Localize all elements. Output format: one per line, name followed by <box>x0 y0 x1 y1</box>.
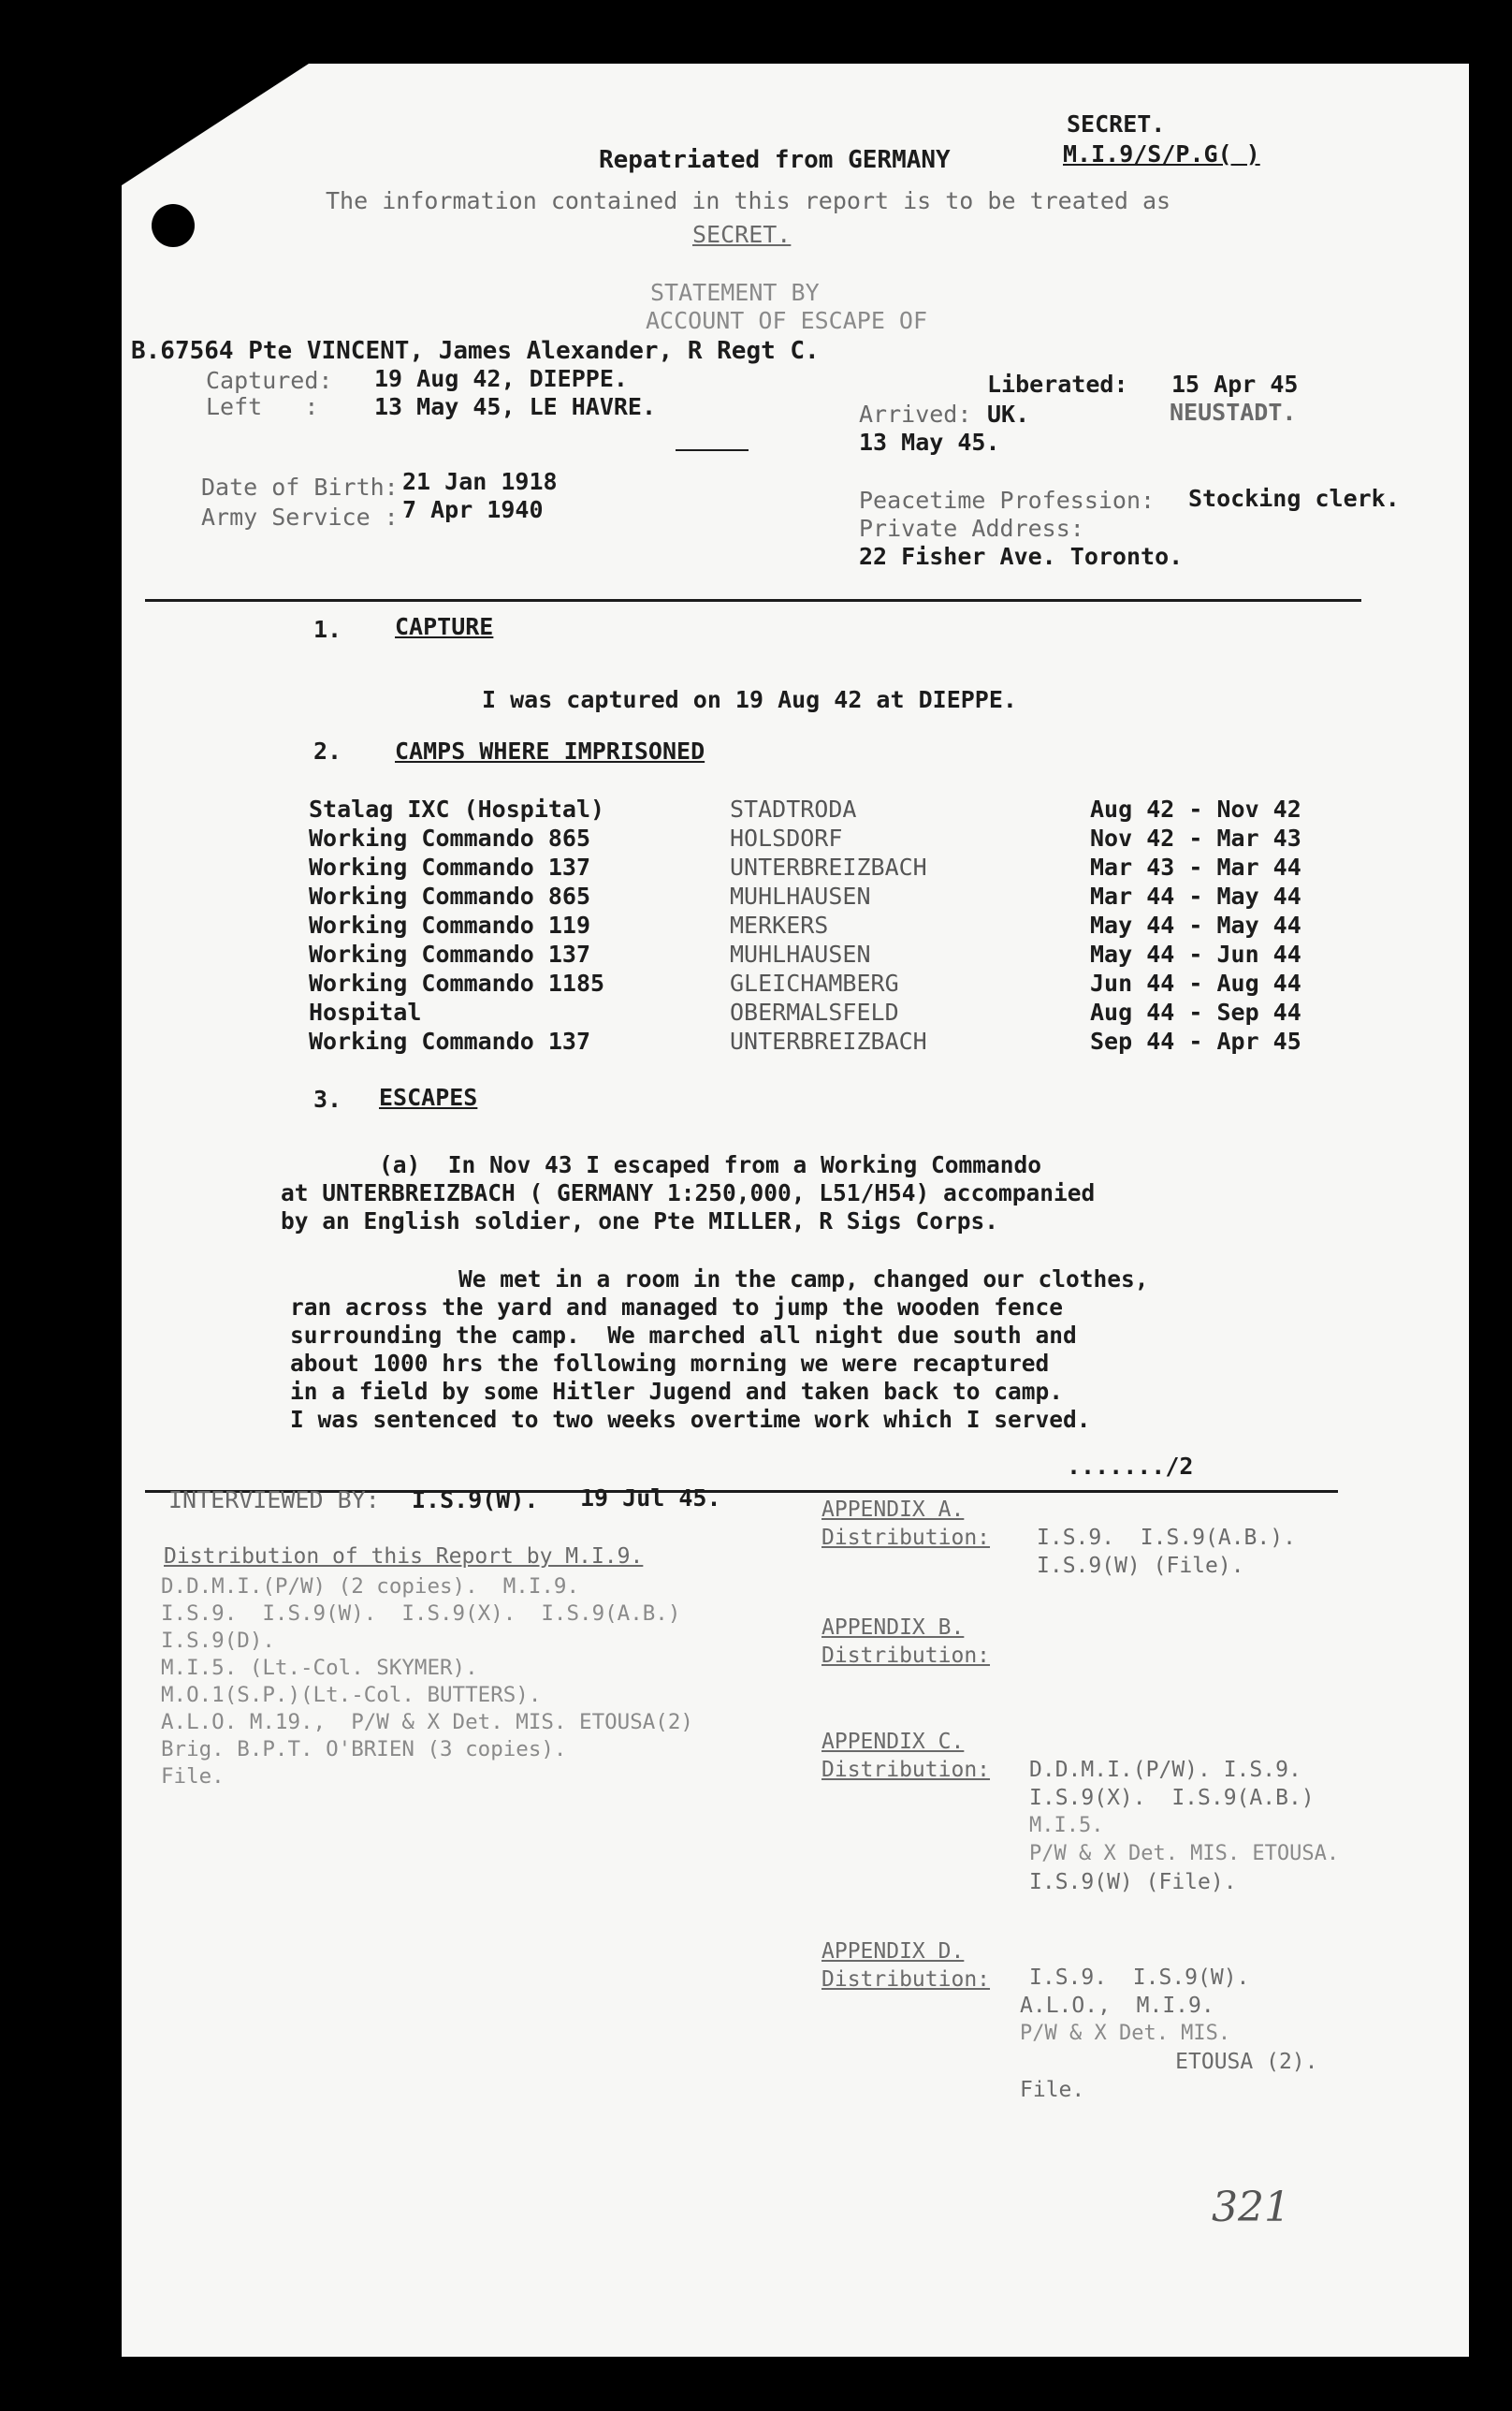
escape-paragraph-a: at UNTERBREIZBACH ( GERMANY 1:250,000, L51/H54) accompanied <box>281 1179 1096 1206</box>
continued-marker: ......./2 <box>1067 1453 1194 1480</box>
appendix-a-line: I.S.9(W) (File). <box>1037 1554 1244 1578</box>
appendix-d-line: A.L.O., M.I.9. <box>1020 1994 1214 2018</box>
distribution-line: I.S.9. I.S.9(W). I.S.9(X). I.S.9(A.B.) <box>161 1601 681 1626</box>
camp-place: MUHLHAUSEN <box>730 941 871 968</box>
camp-row <box>309 825 1385 854</box>
appendix-c-line: I.S.9(X). I.S.9(A.B.) <box>1029 1786 1315 1810</box>
camp-place: MERKERS <box>730 912 829 939</box>
escape-paragraph-a: (a) In Nov 43 I escaped from a Working Commando <box>379 1151 1042 1178</box>
account-of-escape-label: ACCOUNT OF ESCAPE OF <box>646 307 928 334</box>
camp-name: Working Commando 137 <box>309 854 591 881</box>
appendix-b-title: APPENDIX B. <box>821 1615 965 1640</box>
army-service-label: Army Service : <box>201 504 399 531</box>
camp-dates: Mar 43 - Mar 44 <box>1090 854 1301 881</box>
camp-row <box>309 999 1385 1028</box>
camp-name: Working Commando 137 <box>309 941 591 968</box>
captured-value: 19 Aug 42, DIEPPE. <box>374 365 628 392</box>
profession-value: Stocking clerk. <box>1188 485 1400 512</box>
reference-code: M.I.9/S/P.G( ) <box>1063 140 1260 168</box>
distribution-line: M.I.5. (Lt.-Col. SKYMER). <box>161 1656 478 1680</box>
camp-name: Stalag IXC (Hospital) <box>309 796 605 823</box>
secret-label: SECRET. <box>1067 110 1166 138</box>
distribution-line: I.S.9(D). <box>161 1629 275 1653</box>
document-title: Repatriated from GERMANY <box>599 146 951 174</box>
camp-name: Working Commando 119 <box>309 912 591 939</box>
escape-paragraph-b: surrounding the camp. We marched all night due south and <box>290 1322 1077 1349</box>
dob-label: Date of Birth: <box>201 474 399 501</box>
appendix-d-line: I.S.9. I.S.9(W). <box>1029 1965 1250 1990</box>
secrecy-notice: The information contained in this report is to be treated as <box>326 187 1171 214</box>
distribution-line: A.L.O. M.19., P/W & X Det. MIS. ETOUSA(2) <box>161 1710 693 1734</box>
camp-name: Hospital <box>309 999 422 1026</box>
camp-name: Working Commando 865 <box>309 825 591 852</box>
appendix-d-title: APPENDIX D. <box>821 1939 965 1964</box>
liberated-label: Liberated: <box>987 371 1128 398</box>
army-service-value: 7 Apr 1940 <box>402 496 544 523</box>
left-label: Left : <box>206 393 319 420</box>
appendix-a-line: I.S.9. I.S.9(A.B.). <box>1037 1526 1296 1550</box>
dob-value: 21 Jan 1918 <box>402 468 558 495</box>
escape-paragraph-b: I was sentenced to two weeks overtime work which I served. <box>290 1406 1091 1433</box>
camp-place: UNTERBREIZBACH <box>730 854 927 881</box>
escape-paragraph-b: in a field by some Hitler Jugend and taken back to camp. <box>290 1378 1064 1405</box>
section-3-title: ESCAPES <box>379 1084 478 1111</box>
arrived-label: Arrived: <box>859 401 972 428</box>
appendix-c-title: APPENDIX C. <box>821 1730 965 1754</box>
escape-paragraph-b: We met in a room in the camp, changed our clothes, <box>458 1265 1149 1293</box>
distribution-line: M.O.1(S.P.)(Lt.-Col. BUTTERS). <box>161 1683 542 1707</box>
appendix-d-label: Distribution: <box>821 1967 991 1992</box>
section-1-number: 1. <box>313 616 342 643</box>
section-1-title: CAPTURE <box>395 613 494 640</box>
camp-row <box>309 941 1385 970</box>
appendix-c-line: P/W & X Det. MIS. ETOUSA. <box>1029 1842 1340 1865</box>
camp-row <box>309 854 1385 883</box>
appendix-c-line: I.S.9(W) (File). <box>1029 1870 1237 1894</box>
camp-dates: Aug 44 - Sep 44 <box>1090 999 1301 1026</box>
camp-row <box>309 796 1385 825</box>
header-divider <box>145 599 1361 602</box>
distribution-line: Brig. B.P.T. O'BRIEN (3 copies). <box>161 1737 567 1761</box>
appendix-c-label: Distribution: <box>821 1758 991 1782</box>
arrived-value: UK. <box>987 401 1030 428</box>
appendix-a-label: Distribution: <box>821 1526 991 1550</box>
appendix-b-label: Distribution: <box>821 1644 991 1668</box>
camp-place: OBERMALSFELD <box>730 999 899 1026</box>
interviewed-by-label: INTERVIEWED BY: <box>168 1486 380 1513</box>
left-value: 13 May 45, LE HAVRE. <box>374 393 657 420</box>
appendix-d-line: ETOUSA (2). <box>1020 2050 1318 2074</box>
camp-place: STADTRODA <box>730 796 857 823</box>
camp-dates: Nov 42 - Mar 43 <box>1090 825 1301 852</box>
camp-name: Working Commando 1185 <box>309 970 605 997</box>
profession-label: Peacetime Profession: <box>859 487 1156 514</box>
camp-row <box>309 1028 1385 1057</box>
camp-dates: Aug 42 - Nov 42 <box>1090 796 1301 823</box>
statement-by-label: STATEMENT BY <box>650 279 820 306</box>
section-3-number: 3. <box>313 1086 342 1113</box>
liberated-value: 15 Apr 45 <box>1171 371 1299 398</box>
camp-row <box>309 883 1385 912</box>
camp-dates: Mar 44 - May 44 <box>1090 883 1301 910</box>
appendix-c-line: D.D.M.I.(P/W). I.S.9. <box>1029 1758 1301 1782</box>
appendix-a-title: APPENDIX A. <box>821 1498 965 1522</box>
camp-name: Working Commando 137 <box>309 1028 591 1055</box>
distribution-line: File. <box>161 1764 225 1789</box>
camp-place: MUHLHAUSEN <box>730 883 871 910</box>
address-value: 22 Fisher Ave. Toronto. <box>859 543 1184 570</box>
appendix-d-line: File. <box>1020 2078 1085 2102</box>
escape-paragraph-b: ran across the yard and managed to jump the wooden fence <box>290 1293 1064 1321</box>
camp-dates: May 44 - May 44 <box>1090 912 1301 939</box>
distribution-title: Distribution of this Report by M.I.9. <box>164 1544 644 1569</box>
section-2-title: CAMPS WHERE IMPRISONED <box>395 738 705 765</box>
address-label: Private Address: <box>859 515 1084 542</box>
arrived-date: 13 May 45. <box>859 429 1000 456</box>
punch-hole <box>152 204 195 247</box>
escape-paragraph-b: about 1000 hrs the following morning we were recaptured <box>290 1350 1050 1377</box>
capture-statement: I was captured on 19 Aug 42 at DIEPPE. <box>482 686 1017 713</box>
camp-row <box>309 970 1385 999</box>
camp-name: Working Commando 865 <box>309 883 591 910</box>
interviewed-by-value: I.S.9(W). <box>412 1486 539 1513</box>
escape-paragraph-a: by an English soldier, one Pte MILLER, R Sigs Corps. <box>281 1207 999 1235</box>
subject-name-line: B.67564 Pte VINCENT, James Alexander, R Regt C. <box>131 337 820 365</box>
section-2-number: 2. <box>313 738 342 765</box>
handwritten-page-number: 321 <box>1212 2184 1290 2231</box>
distribution-line: D.D.M.I.(P/W) (2 copies). M.I.9. <box>161 1574 580 1599</box>
camp-dates: May 44 - Jun 44 <box>1090 941 1301 968</box>
captured-label: Captured: <box>206 367 333 394</box>
liberated-place: NEUSTADT. <box>1170 399 1297 426</box>
secrecy-notice-secret: SECRET. <box>692 221 792 248</box>
camp-dates: Jun 44 - Aug 44 <box>1090 970 1301 997</box>
camp-place: HOLSDORF <box>730 825 843 852</box>
camp-place: GLEICHAMBERG <box>730 970 899 997</box>
appendix-c-line: M.I.5. <box>1029 1814 1104 1837</box>
interviewed-date: 19 Jul 45. <box>580 1484 721 1512</box>
camp-dates: Sep 44 - Apr 45 <box>1090 1028 1301 1055</box>
separator-short <box>676 449 749 451</box>
camp-place: UNTERBREIZBACH <box>730 1028 927 1055</box>
appendix-d-line: P/W & X Det. MIS. <box>1020 2022 1231 2045</box>
camp-row <box>309 912 1385 941</box>
torn-corner <box>122 64 309 185</box>
